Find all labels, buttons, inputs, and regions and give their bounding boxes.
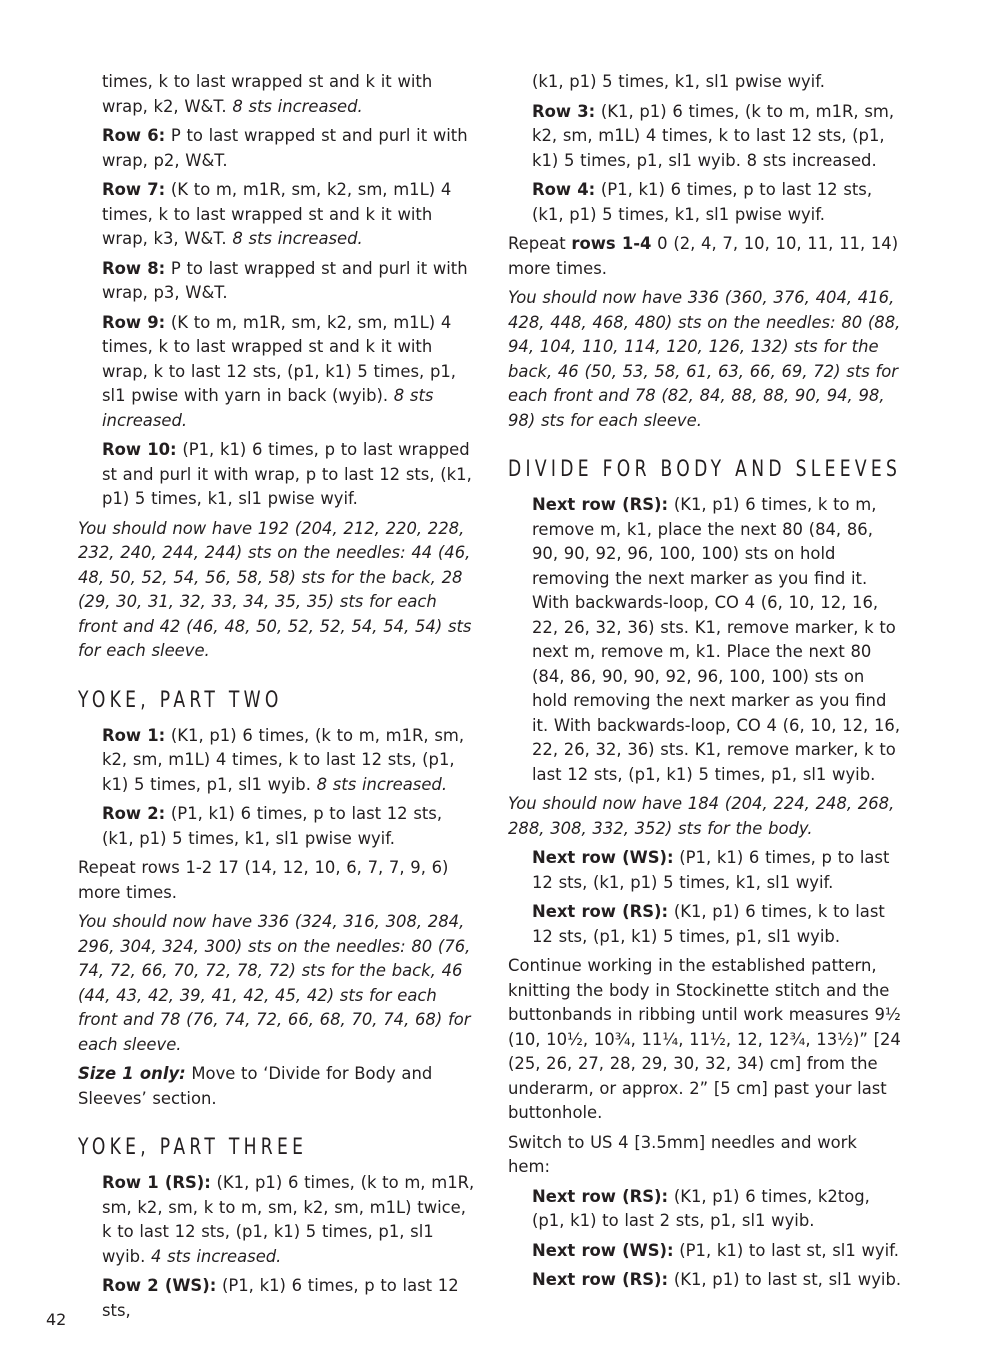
instruction-text: (k1, p1) 5 times, k1, sl1 pwise wyif.: [532, 72, 826, 91]
italic-note: 8 sts increased.: [316, 774, 448, 794]
instruction-paragraph: [508, 900, 904, 949]
instruction-paragraph: [78, 311, 476, 434]
right-column: [508, 70, 904, 1298]
row-label: Row 4:: [532, 180, 596, 199]
instruction-paragraph: [78, 517, 476, 664]
instruction-text: (K to m, m1R, sm, k2, sm, m1L) 4 times, k to last wrapped st and k it with wrap, k3, W&T.: [102, 180, 452, 248]
instruction-text: (P1, k1) 6 times, p to last wrapped st and purl it with wrap, p to last 12 sts, (k1, p1) 5 times, k1, sl1 pwise wyif.: [102, 440, 472, 508]
instruction-paragraph: [508, 1239, 904, 1264]
row-label: Row 1:: [102, 725, 166, 745]
instruction-paragraph: [78, 1171, 476, 1269]
instruction-text: times, k to last wrapped st and k it with wrap, k2, W&T.: [102, 72, 433, 116]
instruction-text: 0 (2, 4, 7, 10, 10, 11, 11, 14) more times.: [508, 234, 899, 278]
instruction-text: (K to m, m1R, sm, k2, sm, m1L) 4 times, k to last wrapped st and k it with wrap, k to last 12 sts, (p1, k1) 5 times, p1, sl1 pwise with yarn in back (wyib).: [102, 312, 456, 405]
row-label: Row 3:: [532, 101, 596, 121]
row-label: Row 1 (RS):: [102, 1173, 211, 1192]
row-label: Row 2:: [102, 804, 166, 823]
instruction-paragraph: [78, 856, 476, 905]
instruction-paragraph: [78, 724, 476, 798]
instruction-paragraph: [508, 100, 904, 174]
instruction-text: (P1, k1) 6 times, p to last 12 sts,: [102, 1276, 459, 1320]
instruction-text: Repeat: [508, 234, 572, 253]
instruction-paragraph: [78, 802, 476, 851]
row-label: Next row (RS):: [532, 902, 669, 921]
row-label: Next row (RS):: [532, 1186, 669, 1206]
instruction-paragraph: [508, 1185, 904, 1234]
row-label: Next row (RS):: [532, 495, 669, 514]
italic-note: You should now have 192 (204, 212, 220, 228, 232, 240, 244, 244) sts on the needles: 44 (46, 48, 50, 52, 54, 56, 58, 58) sts for the back, 28 (29, 30, 31, 32, 33, 34, 35, 35) sts for each front and 42 (46, 48, 50, 52, 52, 54, 54, 54) sts for each sleeve.: [78, 518, 472, 660]
instruction-paragraph: [508, 286, 904, 433]
instruction-text: (P1, k1) 6 times, p to last 12 sts, (k1, p1) 5 times, k1, sl1 wyif.: [532, 848, 890, 892]
row-label: Next row (RS):: [532, 1270, 669, 1289]
row-label: Row 10:: [102, 440, 177, 459]
instruction-text: (K1, p1) 6 times, (k to m, m1R, sm, k2, sm, m1L) 4 times, k to last 12 sts, (p1, k1) 5 times, p1, sl1 wyib.: [102, 725, 465, 794]
italic-note: 8 sts increased.: [232, 96, 363, 116]
instruction-text: (K1, p1) 6 times, k to m, remove m, k1, place the next 80 (84, 86, 90, 90, 92, 96, 100, 100) sts on hold removing the next marker as you find it. With backwards-loop, CO 4 (6, 10, 12, 16, 22, 26, 32, 36) sts. K1, remove marker, k to next m, remove m, k1. Place the next 80 (84, 86, 90, 90, 92, 96, 100, 100) sts on hold removing the next marker as you find it. With backwards-loop, CO 4 (6, 10, 12, 16, 22, 26, 32, 36) sts. K1, remove marker, k to last 12 sts, (p1, k1) 5 times, p1, sl1 wyib.: [532, 495, 901, 784]
instruction-text: (K1, p1) 6 times, k to last 12 sts, (p1, k1) 5 times, p1, sl1 wyib.: [532, 902, 885, 946]
instruction-paragraph: [78, 438, 476, 512]
row-label: rows 1-4: [571, 234, 652, 253]
instruction-text: Repeat rows 1-2 17 (14, 12, 10, 6, 7, 7, 9, 6) more times.: [78, 858, 449, 902]
size-label: Size 1 only:: [78, 1064, 186, 1083]
instruction-text: Continue working in the established pattern, knitting the body in Stockinette stitch and the buttonbands in ribbing until work measures 9½ (10, 10½, 10¾, 11¼, 11½, 12, 12¾, 13½)” [24 (25, 26, 27, 28, 29, 30, 32, 34) cm] from the underarm, or approx. 2” [5 cm] past your last buttonhole.: [508, 956, 901, 1122]
instruction-text: Switch to US 4 [3.5mm] needles and work hem:: [508, 1132, 857, 1176]
instruction-paragraph: [508, 70, 904, 95]
instruction-paragraph: [508, 493, 904, 787]
instruction-text: (K1, p1) to last st, sl1 wyib.: [668, 1270, 902, 1289]
left-column: [78, 70, 476, 1328]
instruction-paragraph: [78, 70, 476, 119]
section-heading-divide-for-body-and-sleeves: DIVIDE FOR BODY AND SLEEVES: [508, 457, 902, 482]
row-label: Row 9:: [102, 312, 166, 332]
italic-note: 4 sts increased.: [150, 1246, 282, 1266]
instruction-paragraph: [78, 1274, 476, 1323]
instruction-paragraph: [78, 257, 476, 306]
instruction-paragraph: [78, 124, 476, 173]
instruction-text: (P1, k1) 6 times, p to last 12 sts, (k1, p1) 5 times, k1, sl1 pwise wyif.: [532, 180, 873, 224]
italic-note: 8 sts increased.: [102, 386, 434, 430]
italic-note: 8 sts increased.: [232, 229, 363, 248]
instruction-text: (P1, k1) to last st, sl1 wyif.: [673, 1240, 899, 1260]
instruction-paragraph: [508, 232, 904, 281]
row-label: Row 7:: [102, 180, 166, 199]
instruction-text: Move to ‘Divide for Body and Sleeves’ section.: [78, 1064, 433, 1108]
instruction-text: (K1, p1) 6 times, (k to m, m1R, sm, k2, sm, k to m, sm, k2, sm, m1L) twice, k to last 12 sts, (p1, k1) 5 times, p1, sl1 wyib.: [102, 1173, 475, 1266]
page-number: 42: [46, 1310, 67, 1329]
italic-note: You should now have 336 (324, 316, 308, 284, 296, 304, 324, 300) sts on the needles: 80 (76, 74, 72, 66, 70, 72, 78, 72) sts for the back, 46 (44, 43, 42, 39, 41, 42, 45, 42) sts for each front and 78 (76, 74, 72, 66, 68, 70, 74, 68) for each sleeve.: [78, 912, 471, 1054]
instruction-text: (P1, k1) 6 times, p to last 12 sts, (k1, p1) 5 times, k1, sl1 pwise wyif.: [102, 804, 443, 848]
instruction-paragraph: [508, 1131, 904, 1180]
row-label: Row 6:: [102, 126, 166, 145]
row-label: Row 8:: [102, 258, 166, 278]
section-heading-yoke-part-two: YOKE, PART TWO: [78, 687, 283, 713]
instruction-paragraph: [508, 846, 904, 895]
instruction-paragraph: [78, 178, 476, 252]
instruction-text: (K1, p1) 6 times, k2tog, (p1, k1) to last 2 sts, p1, sl1 wyib.: [532, 1186, 870, 1230]
italic-note: You should now have 184 (204, 224, 248, 268, 288, 308, 332, 352) sts for the body.: [508, 794, 895, 838]
instruction-paragraph: [508, 178, 904, 227]
instruction-text: P to last wrapped st and purl it with wrap, p2, W&T.: [102, 126, 468, 170]
row-label: Next row (WS):: [532, 848, 674, 867]
row-label: Row 2 (WS):: [102, 1276, 217, 1295]
instruction-text: P to last wrapped st and purl it with wrap, p3, W&T.: [102, 258, 468, 302]
instruction-paragraph: [508, 1268, 904, 1293]
row-label: Next row (WS):: [532, 1240, 674, 1260]
italic-note: You should now have 336 (360, 376, 404, 416, 428, 448, 468, 480) sts on the needles: 80 (88, 94, 104, 110, 114, 120, 126, 132) sts for the back, 46 (50, 53, 58, 61, 63, 66, 69, 72) sts for each front and 78 (82, 84, 88, 88, 90, 94, 98, 98) sts for each sleeve.: [508, 288, 901, 430]
instruction-text: (K1, p1) 6 times, (k to m, m1R, sm, k2, sm, m1L) 4 times, k to last 12 sts, (p1, k1) 5 times, p1, sl1 wyib. 8 sts increased.: [532, 101, 895, 170]
instruction-paragraph: [508, 792, 904, 841]
instruction-paragraph: [78, 910, 476, 1057]
section-heading-yoke-part-three: YOKE, PART THREE: [78, 1135, 308, 1160]
instruction-paragraph: [508, 954, 904, 1126]
instruction-paragraph: [78, 1062, 476, 1111]
